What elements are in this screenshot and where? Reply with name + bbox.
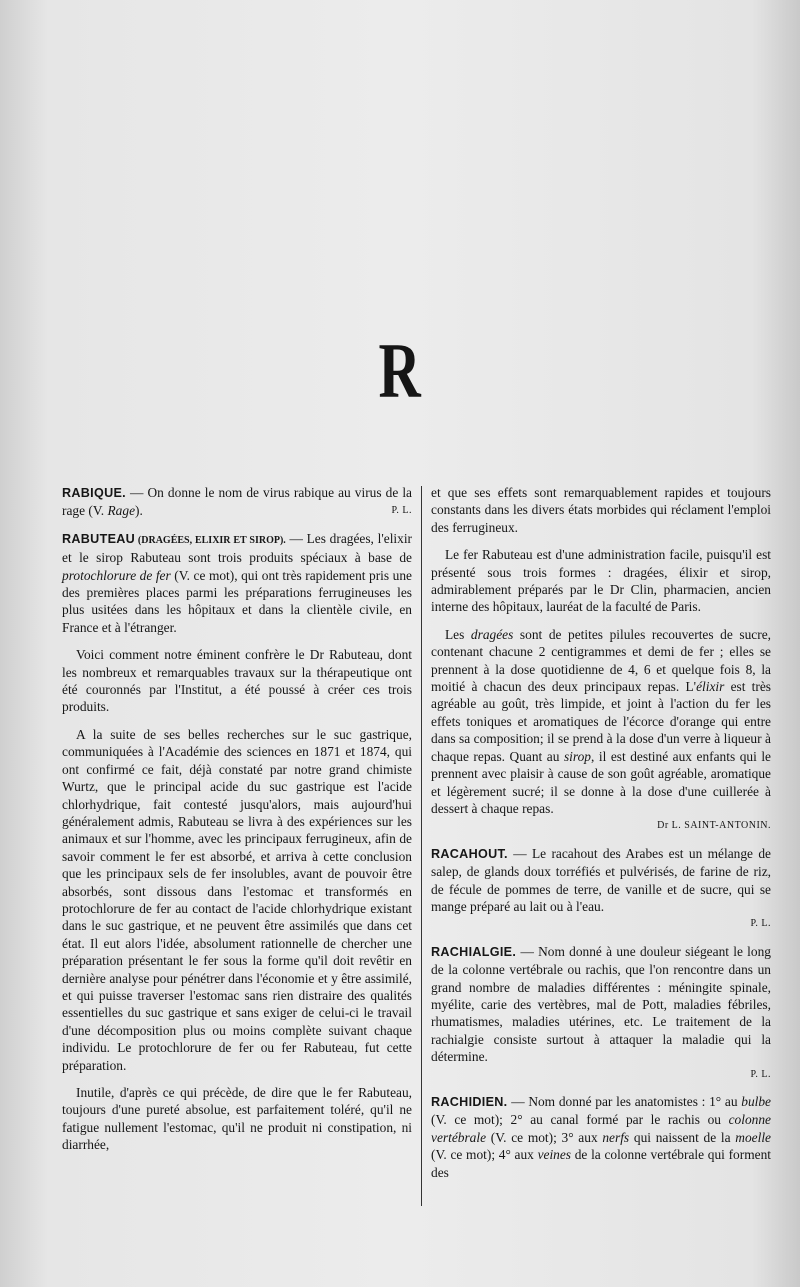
column-divider: [421, 486, 422, 1206]
signature: P. L.: [750, 1068, 771, 1080]
left-column: [62, 484, 412, 1164]
signature: P. L.: [391, 505, 412, 517]
entry-rabique: RABIQUE. — On donne le nom de virus rabique au virus de la rage (V. Rage). P. L.: [62, 485, 412, 519]
paragraph: Les dragées sont de petites pilules recouvertes de sucre, contenant chacune 2 centigrammes et demi de fer ; elles se prennent à la dose quotidienne de 4, 6 et quelque fois 8, la moitié à chacun des deux principaux repas. L'élixir est très agréable au goût, très limpide, et joint à l'action du fer les effets toniques et aromatiques de l'écorce d'orange qui entre dans sa composition; il se prend à la dose d'un verre à liqueur à chaque repas. Quant au sirop, il est destiné aux enfants qui le prennent avec plaisir à cause de son goût agréable, aromatique et légèrement sucré; il se donne à la dose d'une cuillerée à dessert à chaque repas. Dr L. SAINT-ANTONIN.: [431, 626, 771, 835]
paragraph: Inutile, d'après ce qui précède, de dire que le fer Rabuteau, toujours d'une pureté absolue, est parfaitement toléré, qu'il ne fatigue nullement l'estomac, qu'il ne produit ni constipation, ni diarrhée,: [62, 1085, 412, 1153]
entry-headword: RABIQUE.: [62, 486, 126, 500]
paragraph: Voici comment notre éminent confrère le Dr Rabuteau, dont les nombreux et remarquables travaux sur la thérapeutique ont été couronnés par l'Institut, a été poussé à créer ces trois produits.: [62, 647, 412, 715]
entry-rabuteau: RABUTEAU (DRAGÉES, ELIXIR ET SIROP). — Les dragées, l'elixir et le sirop Rabuteau sont trois produits spéciaux à base de protochlorure de fer (V. ce mot), qui ont très rapidement pris une des premières places parmi les préparations ferrugineuses les plus usitées dans les hôpitaux et dans la clientèle civile, en France et à l'étranger.: [62, 530, 413, 635]
entry-racahout: RACAHOUT. — Le racahout des Arabes est un mélange de salep, de glands doux torréfiés et pulvérisés, de farine de riz, de fécule de pommes de terre, de vanille et de sucre, qui se mange préparé au lait ou à l'eau. P. L.: [431, 845, 771, 933]
entry-headword: RACHIDIEN.: [431, 1095, 508, 1109]
paragraph: A la suite de ses belles recherches sur le suc gastrique, communiquées à l'Académie des sciences en 1871 et 1874, qui ont confirmé ce fait, déjà constaté par notre grand chimiste Wurtz, que le principal acide du suc gastrique est l'acide chlorhydrique, fait contesté jusqu'alors, mais aujourd'hui généralement admis, Rabuteau se livra à des expériences sur les animaux et sur l'homme, avec les principaux ferrugineux, afin de savoir comment le fer est absorbé, et arriva à cette conclusion que les principaux sels de fer insolubles, avant de pouvoir être absorbés, sont dissous dans l'estomac et transformés en protochlorure de fer au contact de l'acide chlorhydrique existant dans le suc gastrique, et ne peuvent être assimilés que dans cet état. Il eut alors l'idée, absolument rationnelle de chercher une préparation présentant le fer sous la forme qu'il doit revêtir en dernière analyse pour pénétrer dans l'économie et y être assimilé, et qui puisse traverser l'estomac sans rien distraire des qualités essentielles du suc gastrique et sans exiger de celui-ci le travail d'une décomposition plus ou moins complète suivant chaque individu. Le protochlorure de fer ou fer Rabuteau, fut cette préparation.: [62, 726, 412, 1073]
entry-rachialgie: RACHIALGIE. — Nom donné à une douleur siégeant le long de la colonne vertébrale ou rachis, que l'on rencontre dans un grand nombre de maladies différentes : méningite spinale, myélite, carie des vertèbres, mal de Pott, maladies fébriles, rhumatismes, maladies utérines, etc. Le traitement de la rachialgie consiste surtout à attaquer la maladie qui la détermine. P. L.: [431, 943, 771, 1083]
signature: P. L.: [750, 918, 771, 930]
right-column: [431, 484, 771, 1191]
signature: Dr L. SAINT-ANTONIN.: [657, 820, 771, 832]
entry-headword: RABUTEAU: [62, 531, 136, 546]
section-letter: R: [378, 327, 422, 414]
paragraph: et que ses effets sont remarquablement rapides et toujours constants dans les divers états morbides qui réclament l'emploi des ferrugineux.: [431, 485, 771, 535]
paragraph: Le fer Rabuteau est d'une administration facile, puisqu'il est présenté sous trois formes : dragées, élixir et sirop, admirablement préparés par le Dr Clin, pharmacien, ancien interne des hôpitaux, lauréat de la faculté de Paris.: [431, 547, 771, 615]
entry-headword: RACHIALGIE.: [431, 944, 517, 959]
entry-headword: RACAHOUT.: [431, 846, 508, 861]
entry-rachidien: RACHIDIEN. — Nom donné par les anatomistes : 1° au bulbe (V. ce mot); 2° au canal formé par le rachis ou colonne vertébrale (V. ce mot); 3° aux nerfs qui naissent de la moelle (V. ce mot); 4° aux veines de la colonne vertébrale qui forment des: [431, 1094, 771, 1180]
